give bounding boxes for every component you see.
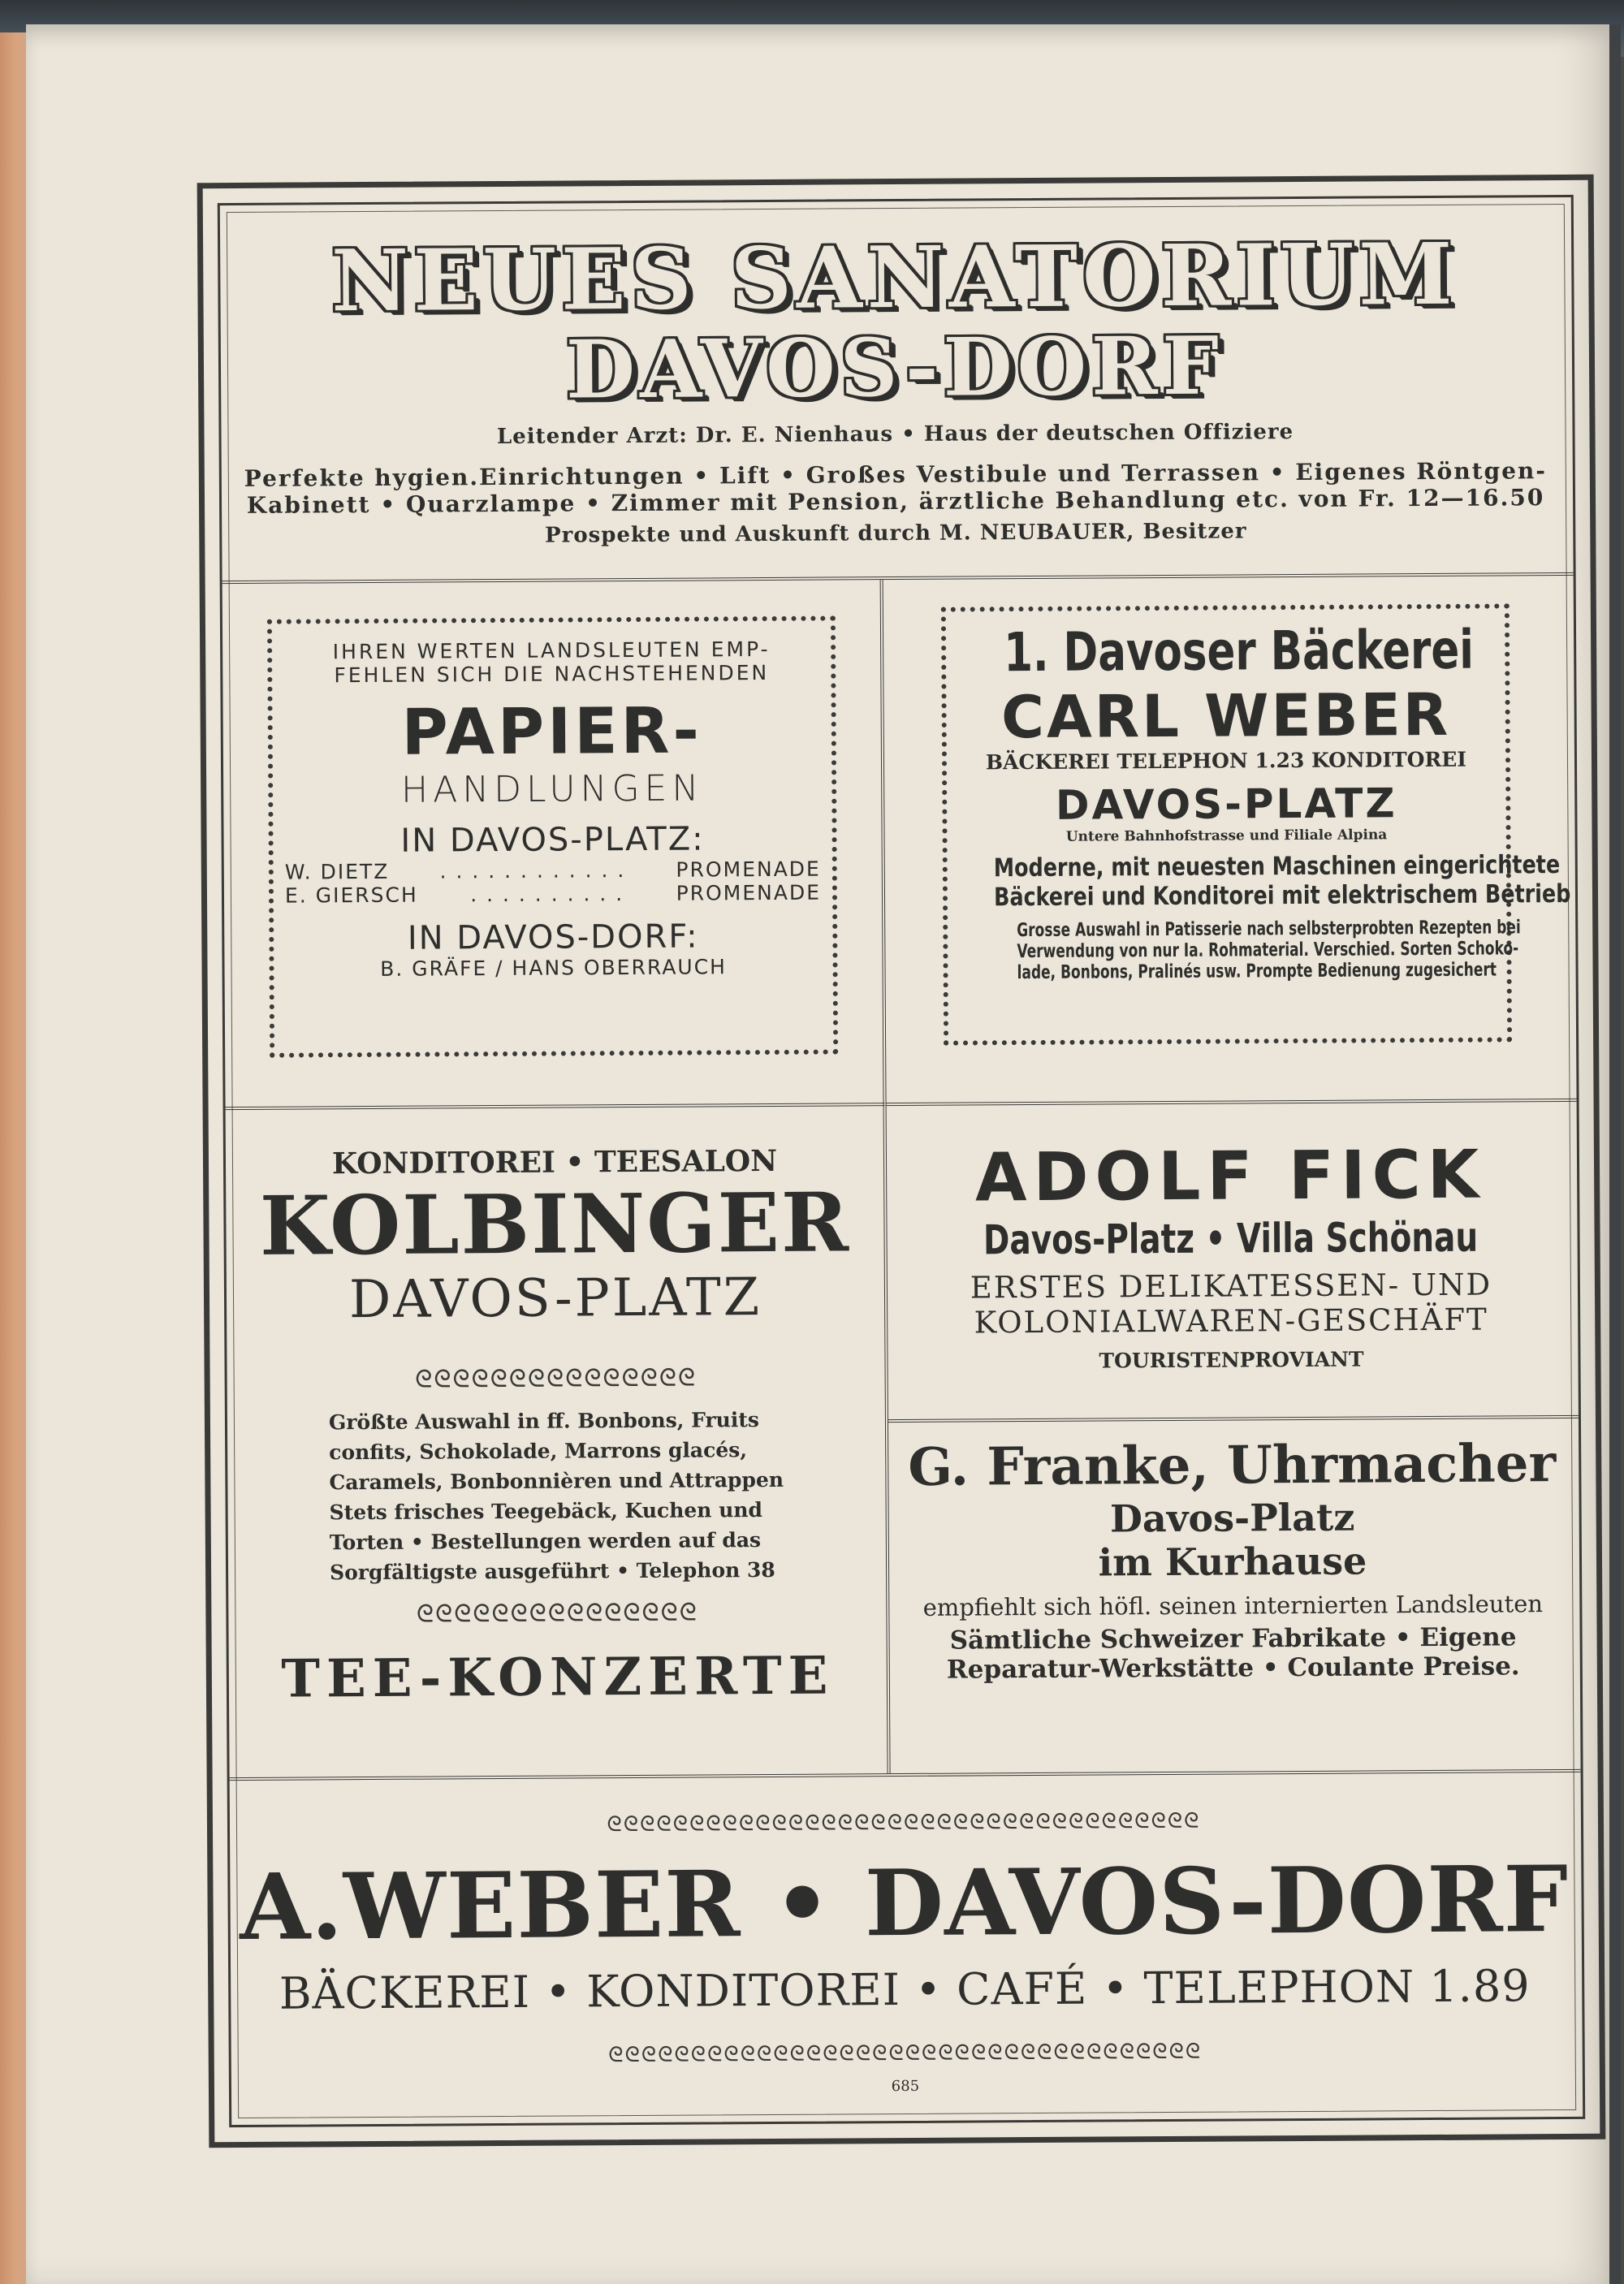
kolbinger-text-line: Torten • Bestellungen werden auf das <box>329 1528 762 1555</box>
franke-name: G. Franke, Uhrmacher <box>908 1433 1557 1498</box>
page-number: 685 <box>891 2077 920 2096</box>
kolbinger-text-line: Sorgfältigste ausgeführt • Telephon 38 <box>329 1557 775 1585</box>
aweber-ad <box>230 1781 1580 2130</box>
papier-subtitle: HANDLUNGEN <box>400 767 704 811</box>
shop-name: W. DIETZ <box>284 859 390 884</box>
sanatorium-doctor: Leitender Arzt: Dr. E. Nienhaus • Haus der deutschen Offiziere <box>496 420 1294 450</box>
kolbinger-kicker: KONDITOREI • TEESALON <box>331 1143 778 1181</box>
papier-location-platz: IN DAVOS-PLATZ: <box>400 820 705 860</box>
kolbinger-footer: TEE-KONZERTE <box>281 1645 835 1710</box>
weber-desc-line1: Moderne, mit neuesten Maschinen eingerichtete <box>993 850 1561 883</box>
papier-shop-row <box>285 881 821 908</box>
aweber-title: A.WEBER • DAVOS-DORF <box>239 1846 1570 1961</box>
advertisement-frame <box>197 175 1606 2148</box>
fick-line1: ERSTES DELIKATESSEN- UND <box>970 1267 1492 1306</box>
papier-shop-row <box>285 857 821 884</box>
kolbinger-ornament-top: ᘓᘓᘓᘓᘓᘓᘓᘓᘓᘓᘓᘓᘓᘓᘓ <box>415 1363 698 1394</box>
kolbinger-ornament-bottom: ᘓᘓᘓᘓᘓᘓᘓᘓᘓᘓᘓᘓᘓᘓᘓ <box>416 1598 698 1629</box>
weber-address: Untere Bahnhofstrasse und Filiale Alpina <box>1065 827 1388 845</box>
dot-leader: . . . . . . . . . . . . <box>439 858 626 883</box>
weber-name: CARL WEBER <box>1000 680 1451 752</box>
kolbinger-text-line: Caramels, Bonbonnièren und Attrappen <box>329 1467 784 1495</box>
papier-intro-line1: IHREN WERTEN LANDSLEUTEN EMP- <box>332 637 771 664</box>
shop-street: PROMENADE <box>676 857 821 882</box>
aweber-ornament-bottom: ᘓᘓᘓᘓᘓᘓᘓᘓᘓᘓᘓᘓᘓᘓᘓᘓᘓᘓᘓᘓᘓᘓᘓᘓᘓᘓᘓᘓᘓᘓᘓᘓᘓᘓᘓᘓ <box>608 2039 1203 2068</box>
papier-ad <box>267 615 838 1057</box>
shop-name: E. GIERSCH <box>284 883 418 908</box>
kolbinger-text <box>329 1405 784 1587</box>
sanatorium-ad <box>220 214 1570 571</box>
weber-desc-line2: Bäckerei und Konditorei mit elektrischem Betrieb <box>993 879 1571 913</box>
franke-ad <box>888 1418 1578 1770</box>
fick-line3: TOURISTENPROVIANT <box>1099 1347 1364 1373</box>
frame-inner-border <box>218 195 1585 2127</box>
kolbinger-name: KOLBINGER <box>259 1174 851 1274</box>
papier-title: PAPIER- <box>401 694 703 770</box>
franke-line1: empfiehlt sich höfl. seinen internierten Landsleuten <box>922 1590 1544 1621</box>
kolbinger-text-line: confits, Schokolade, Marrons glacés, <box>329 1438 748 1465</box>
franke-place1: Davos-Platz <box>1109 1495 1355 1541</box>
papier-shops-dorf: B. GRÄFE / HANS OBERRAUCH <box>380 955 728 981</box>
sanatorium-title-line2: DAVOS-DORF <box>565 319 1224 417</box>
kolbinger-place: DAVOS-PLATZ <box>348 1267 762 1331</box>
sanatorium-contact: Prospekte und Auskunft durch M. NEUBAUER, Besitzer <box>544 519 1247 548</box>
kolbinger-text-line: Stets frisches Teegebäck, Kuchen und <box>329 1498 763 1525</box>
weber-line3: BÄCKEREI TELEPHON 1.23 KONDITOREI <box>985 747 1467 775</box>
dot-leader: . . . . . . . . . . <box>470 882 624 907</box>
kolbinger-text-line: Größte Auswahl in ff. Bonbons, Fruits <box>328 1408 760 1435</box>
fick-line2: KOLONIALWAREN-GESCHÄFT <box>974 1302 1488 1341</box>
kolbinger-ad <box>226 1119 888 1772</box>
franke-line2: Sämtliche Schweizer Fabrikate • Eigene <box>949 1622 1517 1656</box>
weber-line1: 1. Davoser Bäckerei <box>1003 618 1475 684</box>
sanatorium-features-line2: Kabinett • Quarzlampe • Zimmer mit Pension, ärztliche Behandlung etc. von Fr. 12—16.50 <box>246 484 1545 519</box>
weber-detail-line1: Grosse Auswahl in Patisserie nach selbsterprobten Rezepten bei <box>1017 917 1521 942</box>
sanatorium-title-line1: NEUES SANATORIUM <box>330 223 1458 331</box>
fick-name: ADOLF FICK <box>974 1136 1486 1217</box>
weber-detail-line3: lade, Bonbons, Pralinés usw. Prompte Bedienung zugesichert <box>1017 959 1497 984</box>
fick-address: Davos-Platz • Villa Schönau <box>983 1213 1479 1264</box>
papier-intro-line2: FEHLEN SICH DIE NACHSTEHENDEN <box>334 660 770 688</box>
franke-line3: Reparatur-Werkstätte • Coulante Preise. <box>946 1651 1520 1685</box>
page <box>26 24 1621 2284</box>
weber-detail-line2: Verwendung von nur Ia. Rohmaterial. Verschied. Sorten Schoko- <box>1017 938 1519 963</box>
sanatorium-features-line1: Perfekte hygien.Einrichtungen • Lift • Großes Vestibule und Terrassen • Eigenes Röntgen- <box>244 457 1548 492</box>
baeckerei-weber-ad <box>941 603 1571 1045</box>
shop-street: PROMENADE <box>676 880 822 905</box>
papier-shop-list-platz <box>269 857 837 907</box>
aweber-ornament-top: ᘓᘓᘓᘓᘓᘓᘓᘓᘓᘓᘓᘓᘓᘓᘓᘓᘓᘓᘓᘓᘓᘓᘓᘓᘓᘓᘓᘓᘓᘓᘓᘓᘓᘓᘓᘓ <box>607 1808 1201 1837</box>
aweber-subtitle: BÄCKEREI • KONDITOREI • CAFÉ • TELEPHON 1.89 <box>279 1960 1531 2019</box>
fick-ad <box>887 1115 1575 1419</box>
weber-place: DAVOS-PLATZ <box>1055 779 1397 829</box>
papier-location-dorf: IN DAVOS-DORF: <box>407 917 699 957</box>
franke-place2: im Kurhause <box>1098 1539 1367 1585</box>
